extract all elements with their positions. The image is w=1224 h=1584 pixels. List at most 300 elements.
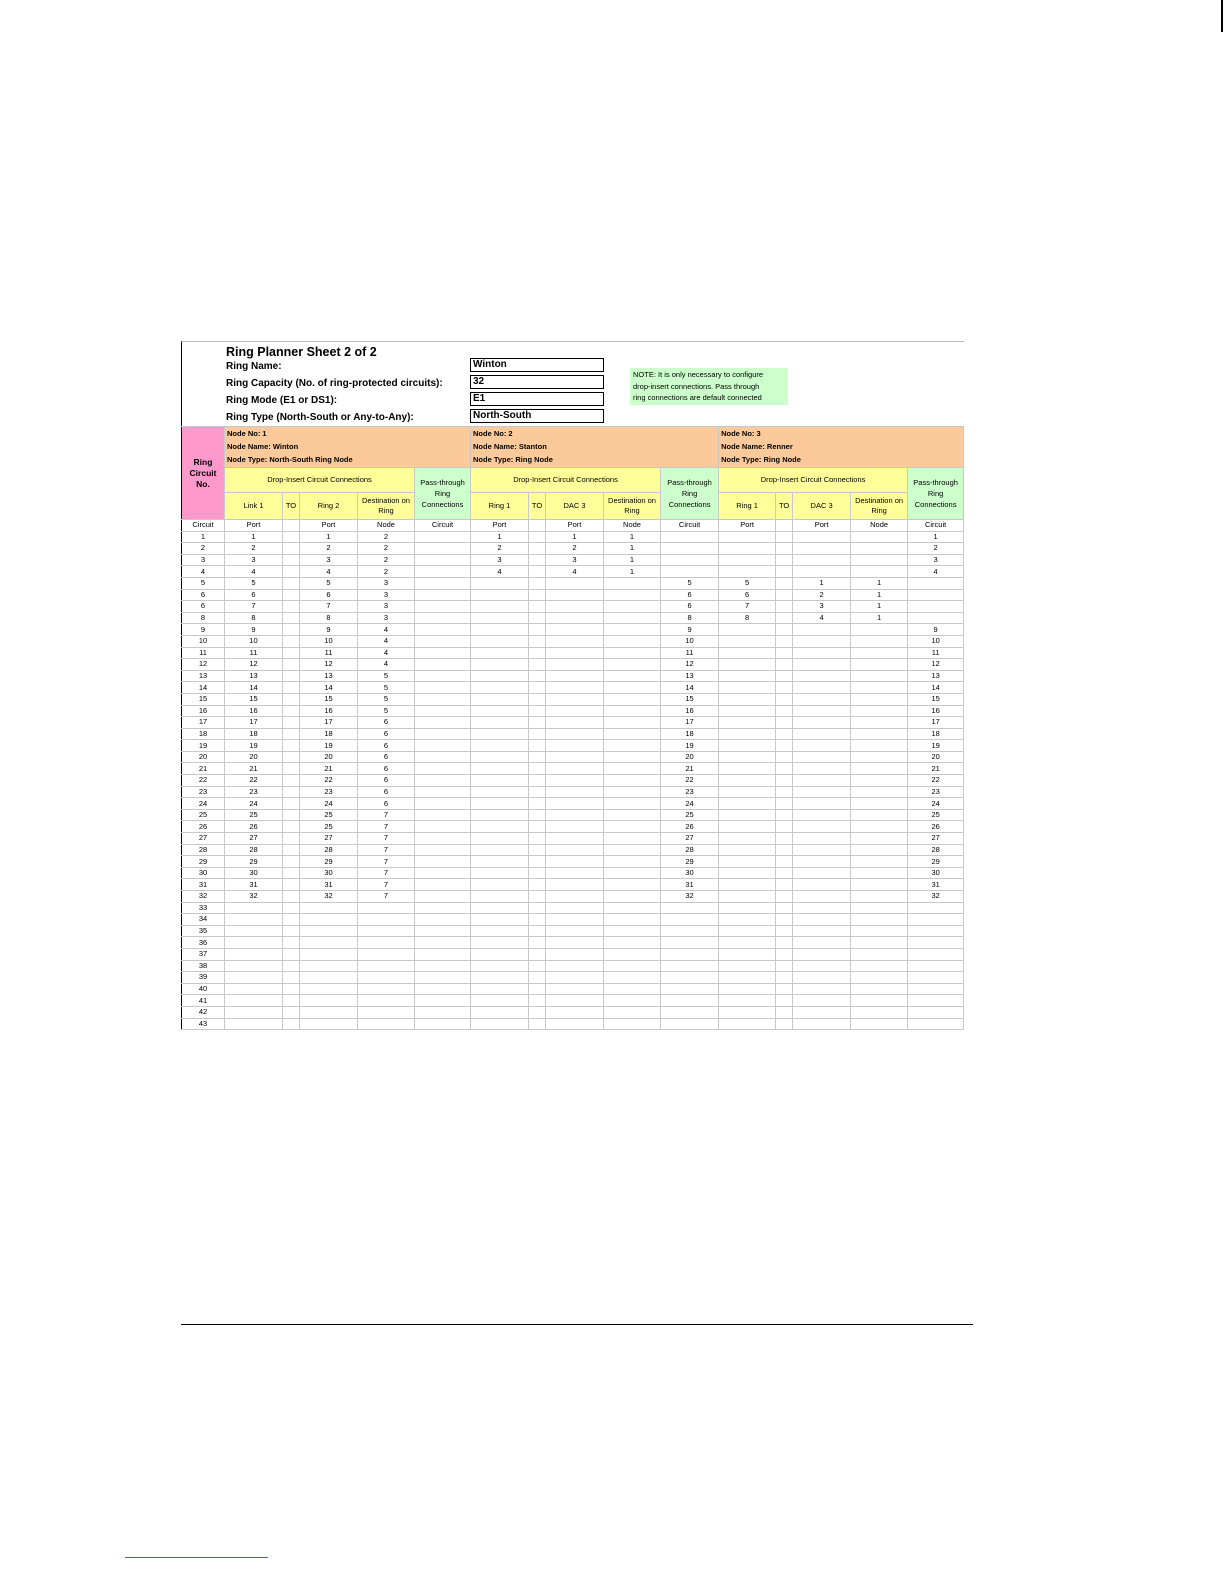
- table-cell[interactable]: [471, 659, 529, 671]
- table-cell[interactable]: [471, 601, 529, 613]
- table-cell[interactable]: [793, 983, 851, 995]
- table-cell[interactable]: [283, 821, 300, 833]
- table-cell[interactable]: [529, 902, 546, 914]
- table-cell[interactable]: 12: [300, 659, 358, 671]
- table-cell[interactable]: [283, 728, 300, 740]
- table-cell[interactable]: [546, 670, 604, 682]
- table-cell[interactable]: [529, 1018, 546, 1030]
- table-cell[interactable]: 8: [661, 612, 719, 624]
- footer-link-underline[interactable]: [125, 1557, 268, 1558]
- table-cell[interactable]: [415, 833, 471, 845]
- table-cell[interactable]: 3: [358, 589, 415, 601]
- table-cell[interactable]: [358, 1018, 415, 1030]
- table-cell[interactable]: [719, 844, 776, 856]
- table-cell[interactable]: [471, 624, 529, 636]
- table-cell[interactable]: [283, 856, 300, 868]
- table-cell[interactable]: [529, 531, 546, 543]
- table-cell[interactable]: 30: [908, 867, 964, 879]
- table-cell[interactable]: 6: [358, 751, 415, 763]
- table-cell[interactable]: [529, 937, 546, 949]
- table-cell[interactable]: [300, 972, 358, 984]
- ring-mode-field[interactable]: E1: [470, 392, 604, 406]
- table-cell[interactable]: 24: [908, 798, 964, 810]
- table-cell[interactable]: [719, 682, 776, 694]
- table-cell[interactable]: 1: [300, 531, 358, 543]
- table-cell[interactable]: [604, 983, 661, 995]
- table-cell[interactable]: 27: [908, 833, 964, 845]
- table-cell[interactable]: [415, 763, 471, 775]
- table-cell[interactable]: [776, 937, 793, 949]
- table-cell[interactable]: 32: [661, 891, 719, 903]
- table-cell[interactable]: [719, 543, 776, 555]
- table-cell[interactable]: 3: [793, 601, 851, 613]
- table-cell[interactable]: [471, 960, 529, 972]
- table-cell[interactable]: [546, 891, 604, 903]
- table-cell[interactable]: [661, 937, 719, 949]
- table-cell[interactable]: [283, 601, 300, 613]
- table-cell[interactable]: [415, 856, 471, 868]
- table-cell[interactable]: [471, 740, 529, 752]
- table-cell[interactable]: [776, 740, 793, 752]
- table-cell[interactable]: [719, 624, 776, 636]
- table-cell[interactable]: [546, 925, 604, 937]
- table-cell[interactable]: [415, 937, 471, 949]
- table-cell[interactable]: 30: [300, 867, 358, 879]
- table-cell[interactable]: 24: [661, 798, 719, 810]
- table-cell[interactable]: [604, 693, 661, 705]
- table-cell[interactable]: [851, 728, 908, 740]
- table-cell[interactable]: [719, 925, 776, 937]
- table-cell[interactable]: [471, 775, 529, 787]
- table-cell[interactable]: 22: [225, 775, 283, 787]
- table-cell[interactable]: 6: [719, 589, 776, 601]
- table-cell[interactable]: [471, 728, 529, 740]
- table-cell[interactable]: [283, 659, 300, 671]
- table-cell[interactable]: [471, 914, 529, 926]
- table-cell[interactable]: 1: [604, 566, 661, 578]
- table-cell[interactable]: 18: [908, 728, 964, 740]
- table-cell[interactable]: [471, 751, 529, 763]
- table-cell[interactable]: 2: [793, 589, 851, 601]
- table-cell[interactable]: 21: [661, 763, 719, 775]
- table-cell[interactable]: [529, 659, 546, 671]
- table-cell[interactable]: [300, 914, 358, 926]
- table-cell[interactable]: 5: [358, 693, 415, 705]
- table-cell[interactable]: [604, 960, 661, 972]
- table-cell[interactable]: [415, 972, 471, 984]
- table-cell[interactable]: [283, 612, 300, 624]
- table-cell[interactable]: [793, 925, 851, 937]
- table-cell[interactable]: [529, 775, 546, 787]
- table-cell[interactable]: [719, 659, 776, 671]
- table-cell[interactable]: [546, 717, 604, 729]
- table-cell[interactable]: 2: [358, 554, 415, 566]
- table-cell[interactable]: [661, 960, 719, 972]
- table-cell[interactable]: [225, 1018, 283, 1030]
- table-cell[interactable]: 7: [719, 601, 776, 613]
- table-cell[interactable]: [604, 914, 661, 926]
- table-cell[interactable]: [776, 705, 793, 717]
- table-cell[interactable]: [776, 995, 793, 1007]
- table-cell[interactable]: 12: [225, 659, 283, 671]
- table-cell[interactable]: [529, 925, 546, 937]
- table-cell[interactable]: 16: [225, 705, 283, 717]
- table-cell[interactable]: 19: [661, 740, 719, 752]
- table-cell[interactable]: [529, 589, 546, 601]
- table-cell[interactable]: [415, 682, 471, 694]
- table-cell[interactable]: [546, 693, 604, 705]
- table-cell[interactable]: [851, 856, 908, 868]
- table-cell[interactable]: 2: [358, 543, 415, 555]
- table-cell[interactable]: [415, 624, 471, 636]
- table-cell[interactable]: [225, 914, 283, 926]
- table-cell[interactable]: [719, 1018, 776, 1030]
- table-cell[interactable]: [776, 670, 793, 682]
- table-cell[interactable]: 23: [661, 786, 719, 798]
- table-cell[interactable]: 5: [358, 705, 415, 717]
- table-cell[interactable]: [604, 902, 661, 914]
- table-cell[interactable]: 12: [661, 659, 719, 671]
- table-cell[interactable]: [529, 740, 546, 752]
- table-cell[interactable]: [719, 531, 776, 543]
- table-cell[interactable]: 22: [300, 775, 358, 787]
- table-cell[interactable]: [908, 1006, 964, 1018]
- table-cell[interactable]: [471, 983, 529, 995]
- table-cell[interactable]: [471, 717, 529, 729]
- table-cell[interactable]: [661, 902, 719, 914]
- table-cell[interactable]: [776, 844, 793, 856]
- table-cell[interactable]: [793, 844, 851, 856]
- table-cell[interactable]: 5: [661, 577, 719, 589]
- table-cell[interactable]: 20: [661, 751, 719, 763]
- table-cell[interactable]: [604, 670, 661, 682]
- table-cell[interactable]: 1: [851, 601, 908, 613]
- table-cell[interactable]: 6: [358, 798, 415, 810]
- table-cell[interactable]: 24: [225, 798, 283, 810]
- table-cell[interactable]: [283, 960, 300, 972]
- table-cell[interactable]: [793, 775, 851, 787]
- table-cell[interactable]: 5: [358, 682, 415, 694]
- table-cell[interactable]: [471, 948, 529, 960]
- table-cell[interactable]: [283, 647, 300, 659]
- table-cell[interactable]: [283, 554, 300, 566]
- table-cell[interactable]: [546, 867, 604, 879]
- table-cell[interactable]: [793, 717, 851, 729]
- table-cell[interactable]: [604, 682, 661, 694]
- table-cell[interactable]: [776, 751, 793, 763]
- table-cell[interactable]: [529, 891, 546, 903]
- table-cell[interactable]: [300, 937, 358, 949]
- table-cell[interactable]: [851, 1018, 908, 1030]
- table-cell[interactable]: 7: [300, 601, 358, 613]
- table-cell[interactable]: [300, 902, 358, 914]
- table-cell[interactable]: [719, 867, 776, 879]
- table-cell[interactable]: [300, 983, 358, 995]
- table-cell[interactable]: [529, 670, 546, 682]
- table-cell[interactable]: [776, 531, 793, 543]
- table-cell[interactable]: 7: [225, 601, 283, 613]
- table-cell[interactable]: [661, 914, 719, 926]
- table-cell[interactable]: [415, 543, 471, 555]
- table-cell[interactable]: [283, 624, 300, 636]
- table-cell[interactable]: [415, 821, 471, 833]
- table-cell[interactable]: [719, 566, 776, 578]
- table-cell[interactable]: [471, 809, 529, 821]
- table-cell[interactable]: [851, 763, 908, 775]
- table-cell[interactable]: 7: [358, 856, 415, 868]
- table-cell[interactable]: [546, 589, 604, 601]
- table-cell[interactable]: [529, 647, 546, 659]
- table-cell[interactable]: 1: [604, 531, 661, 543]
- table-cell[interactable]: 25: [908, 809, 964, 821]
- table-cell[interactable]: 14: [300, 682, 358, 694]
- table-cell[interactable]: [776, 601, 793, 613]
- table-cell[interactable]: [776, 693, 793, 705]
- table-cell[interactable]: [529, 960, 546, 972]
- table-cell[interactable]: 2: [300, 543, 358, 555]
- table-cell[interactable]: [719, 635, 776, 647]
- table-cell[interactable]: [283, 763, 300, 775]
- table-cell[interactable]: [300, 995, 358, 1007]
- table-cell[interactable]: [529, 635, 546, 647]
- table-cell[interactable]: 3: [358, 612, 415, 624]
- table-cell[interactable]: 31: [908, 879, 964, 891]
- table-cell[interactable]: [604, 937, 661, 949]
- table-cell[interactable]: [908, 925, 964, 937]
- table-cell[interactable]: [283, 635, 300, 647]
- table-cell[interactable]: [471, 763, 529, 775]
- table-cell[interactable]: 6: [661, 589, 719, 601]
- table-cell[interactable]: [358, 1006, 415, 1018]
- table-cell[interactable]: 1: [225, 531, 283, 543]
- table-cell[interactable]: [776, 612, 793, 624]
- table-cell[interactable]: 5: [300, 577, 358, 589]
- table-cell[interactable]: [471, 972, 529, 984]
- table-cell[interactable]: [283, 531, 300, 543]
- table-cell[interactable]: [604, 577, 661, 589]
- table-cell[interactable]: [546, 705, 604, 717]
- table-cell[interactable]: [283, 867, 300, 879]
- table-cell[interactable]: 10: [908, 635, 964, 647]
- table-cell[interactable]: [415, 1006, 471, 1018]
- table-cell[interactable]: [776, 879, 793, 891]
- table-cell[interactable]: [908, 914, 964, 926]
- table-cell[interactable]: [661, 1018, 719, 1030]
- table-cell[interactable]: [793, 914, 851, 926]
- table-cell[interactable]: 23: [300, 786, 358, 798]
- table-cell[interactable]: [415, 693, 471, 705]
- table-cell[interactable]: [529, 554, 546, 566]
- table-cell[interactable]: 6: [358, 775, 415, 787]
- table-cell[interactable]: [851, 635, 908, 647]
- table-cell[interactable]: 20: [300, 751, 358, 763]
- table-cell[interactable]: [225, 972, 283, 984]
- table-cell[interactable]: [415, 635, 471, 647]
- table-cell[interactable]: [415, 751, 471, 763]
- table-cell[interactable]: [415, 647, 471, 659]
- table-cell[interactable]: [529, 728, 546, 740]
- table-cell[interactable]: [546, 809, 604, 821]
- table-cell[interactable]: [283, 1006, 300, 1018]
- table-cell[interactable]: [661, 554, 719, 566]
- table-cell[interactable]: [529, 682, 546, 694]
- table-cell[interactable]: [283, 577, 300, 589]
- table-cell[interactable]: [851, 786, 908, 798]
- table-cell[interactable]: [283, 751, 300, 763]
- table-cell[interactable]: 25: [661, 809, 719, 821]
- table-cell[interactable]: 11: [300, 647, 358, 659]
- table-cell[interactable]: [661, 543, 719, 555]
- table-cell[interactable]: [851, 682, 908, 694]
- table-cell[interactable]: [661, 983, 719, 995]
- table-cell[interactable]: [776, 763, 793, 775]
- table-cell[interactable]: [604, 763, 661, 775]
- table-cell[interactable]: [471, 902, 529, 914]
- table-cell[interactable]: [604, 821, 661, 833]
- table-cell[interactable]: [719, 763, 776, 775]
- table-cell[interactable]: 9: [300, 624, 358, 636]
- table-cell[interactable]: 29: [908, 856, 964, 868]
- table-cell[interactable]: [776, 728, 793, 740]
- table-cell[interactable]: [283, 693, 300, 705]
- table-cell[interactable]: 2: [908, 543, 964, 555]
- table-cell[interactable]: [471, 833, 529, 845]
- table-cell[interactable]: [283, 995, 300, 1007]
- table-cell[interactable]: [415, 705, 471, 717]
- table-cell[interactable]: 23: [908, 786, 964, 798]
- table-cell[interactable]: 18: [661, 728, 719, 740]
- table-cell[interactable]: [908, 948, 964, 960]
- table-cell[interactable]: [719, 821, 776, 833]
- table-cell[interactable]: 9: [908, 624, 964, 636]
- table-cell[interactable]: 13: [661, 670, 719, 682]
- table-cell[interactable]: [908, 960, 964, 972]
- table-cell[interactable]: 13: [908, 670, 964, 682]
- table-cell[interactable]: [661, 995, 719, 1007]
- table-cell[interactable]: 1: [851, 577, 908, 589]
- table-cell[interactable]: [793, 809, 851, 821]
- table-cell[interactable]: [529, 1006, 546, 1018]
- table-cell[interactable]: [358, 972, 415, 984]
- table-cell[interactable]: [793, 705, 851, 717]
- table-cell[interactable]: [661, 925, 719, 937]
- table-cell[interactable]: [851, 867, 908, 879]
- table-cell[interactable]: [793, 751, 851, 763]
- table-cell[interactable]: [283, 809, 300, 821]
- table-cell[interactable]: 21: [225, 763, 283, 775]
- table-cell[interactable]: 21: [908, 763, 964, 775]
- table-cell[interactable]: [529, 867, 546, 879]
- table-cell[interactable]: [776, 717, 793, 729]
- table-cell[interactable]: [793, 879, 851, 891]
- table-cell[interactable]: [793, 902, 851, 914]
- table-cell[interactable]: 6: [661, 601, 719, 613]
- table-cell[interactable]: 7: [358, 833, 415, 845]
- table-cell[interactable]: 2: [358, 566, 415, 578]
- ring-capacity-field[interactable]: 32: [470, 375, 604, 389]
- table-cell[interactable]: [776, 1006, 793, 1018]
- table-cell[interactable]: 5: [225, 577, 283, 589]
- table-cell[interactable]: [793, 566, 851, 578]
- table-cell[interactable]: [793, 821, 851, 833]
- table-cell[interactable]: [471, 647, 529, 659]
- table-cell[interactable]: [283, 589, 300, 601]
- table-cell[interactable]: 31: [300, 879, 358, 891]
- table-cell[interactable]: [283, 891, 300, 903]
- table-cell[interactable]: [719, 751, 776, 763]
- table-cell[interactable]: [471, 693, 529, 705]
- table-cell[interactable]: [283, 833, 300, 845]
- table-cell[interactable]: 20: [908, 751, 964, 763]
- table-cell[interactable]: [529, 914, 546, 926]
- table-cell[interactable]: [908, 937, 964, 949]
- table-cell[interactable]: 16: [300, 705, 358, 717]
- table-cell[interactable]: [604, 891, 661, 903]
- table-cell[interactable]: [793, 659, 851, 671]
- table-cell[interactable]: [851, 624, 908, 636]
- table-cell[interactable]: [908, 589, 964, 601]
- table-cell[interactable]: [908, 601, 964, 613]
- table-cell[interactable]: [719, 798, 776, 810]
- table-cell[interactable]: 8: [719, 612, 776, 624]
- table-cell[interactable]: 28: [300, 844, 358, 856]
- table-cell[interactable]: [776, 960, 793, 972]
- table-cell[interactable]: 21: [300, 763, 358, 775]
- table-cell[interactable]: [851, 775, 908, 787]
- table-cell[interactable]: [415, 717, 471, 729]
- table-cell[interactable]: [604, 798, 661, 810]
- table-cell[interactable]: [415, 554, 471, 566]
- table-cell[interactable]: [793, 624, 851, 636]
- table-cell[interactable]: [604, 1018, 661, 1030]
- table-cell[interactable]: [546, 948, 604, 960]
- ring-name-field[interactable]: Winton: [470, 358, 604, 372]
- table-cell[interactable]: [546, 833, 604, 845]
- table-cell[interactable]: 6: [358, 786, 415, 798]
- table-cell[interactable]: 22: [661, 775, 719, 787]
- table-cell[interactable]: [471, 798, 529, 810]
- table-cell[interactable]: [719, 554, 776, 566]
- table-cell[interactable]: [776, 647, 793, 659]
- table-cell[interactable]: [529, 833, 546, 845]
- table-cell[interactable]: [225, 995, 283, 1007]
- table-cell[interactable]: [793, 554, 851, 566]
- table-cell[interactable]: [851, 960, 908, 972]
- table-cell[interactable]: [604, 856, 661, 868]
- table-cell[interactable]: 3: [358, 601, 415, 613]
- table-cell[interactable]: 17: [225, 717, 283, 729]
- table-cell[interactable]: [719, 670, 776, 682]
- table-cell[interactable]: [546, 937, 604, 949]
- table-cell[interactable]: 4: [358, 624, 415, 636]
- table-cell[interactable]: [471, 891, 529, 903]
- table-cell[interactable]: [604, 867, 661, 879]
- table-cell[interactable]: [546, 995, 604, 1007]
- table-cell[interactable]: [719, 728, 776, 740]
- table-cell[interactable]: [776, 589, 793, 601]
- table-cell[interactable]: 4: [358, 647, 415, 659]
- table-cell[interactable]: 17: [300, 717, 358, 729]
- table-cell[interactable]: [851, 902, 908, 914]
- table-cell[interactable]: [415, 659, 471, 671]
- table-cell[interactable]: [776, 914, 793, 926]
- table-cell[interactable]: [604, 925, 661, 937]
- table-cell[interactable]: [776, 891, 793, 903]
- table-cell[interactable]: 10: [300, 635, 358, 647]
- table-cell[interactable]: [851, 798, 908, 810]
- table-cell[interactable]: [546, 856, 604, 868]
- table-cell[interactable]: [529, 983, 546, 995]
